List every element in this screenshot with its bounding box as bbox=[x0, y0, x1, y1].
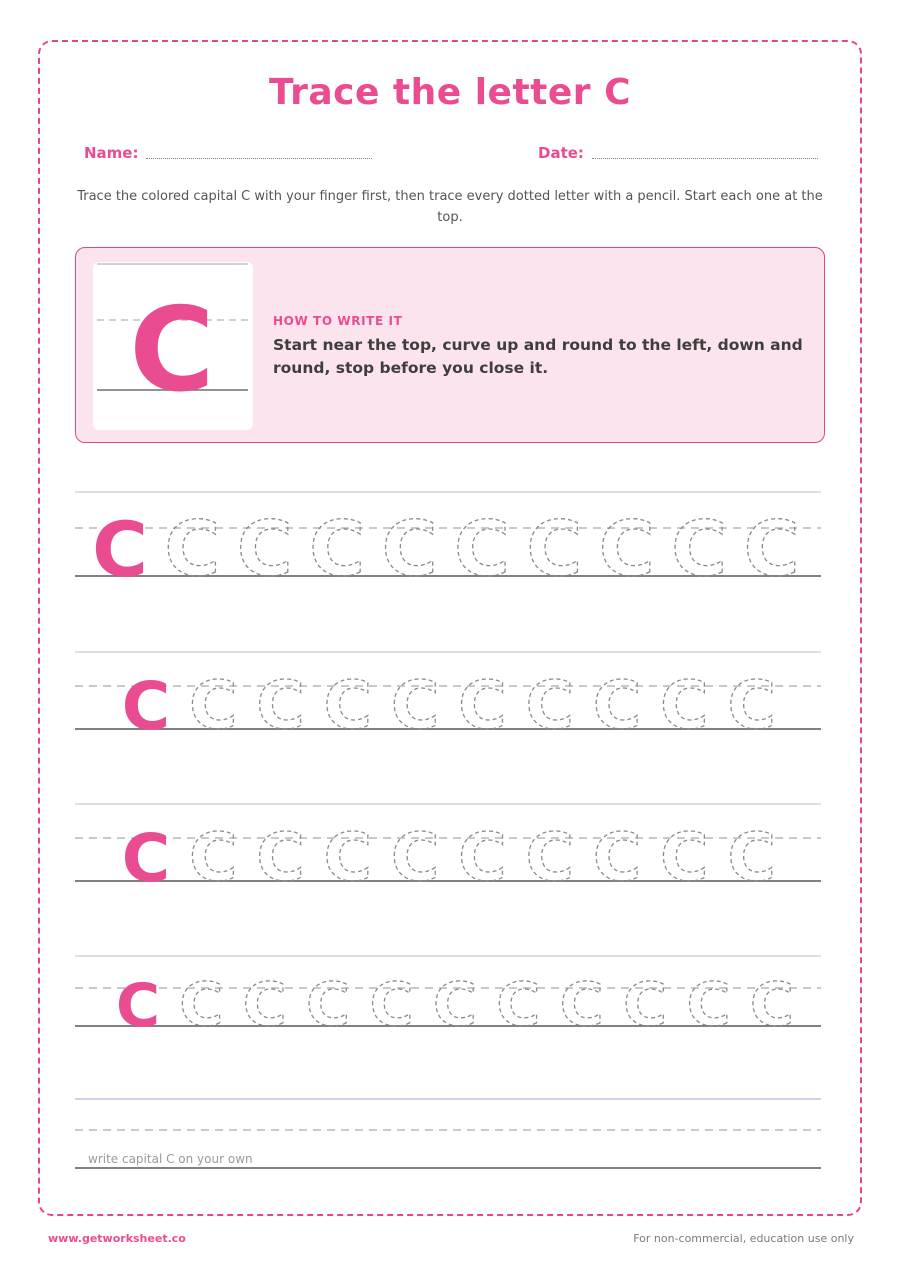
trace-letter[interactable]: C bbox=[671, 504, 728, 593]
trace-letter[interactable]: C bbox=[623, 970, 668, 1040]
model-letter: C bbox=[121, 820, 171, 897]
trace-letter[interactable]: C bbox=[256, 667, 305, 744]
trace-letter[interactable]: C bbox=[525, 667, 575, 744]
trace-letter[interactable]: C bbox=[592, 819, 642, 896]
trace-letter[interactable]: C bbox=[458, 819, 507, 896]
model-letter: C bbox=[121, 668, 171, 745]
trace-letter[interactable]: C bbox=[660, 819, 709, 896]
trace-letter[interactable]: C bbox=[256, 819, 305, 896]
trace-letter[interactable]: C bbox=[369, 970, 414, 1040]
trace-letter[interactable]: C bbox=[432, 970, 478, 1040]
trace-letter[interactable]: C bbox=[749, 970, 795, 1040]
trace-letter[interactable]: C bbox=[496, 970, 541, 1040]
trace-letter[interactable]: C bbox=[164, 504, 221, 593]
footer-site-link[interactable]: www.getworksheet.co bbox=[48, 1232, 186, 1245]
trace-letter[interactable]: C bbox=[390, 819, 440, 896]
instructions-text: Trace the colored capital C with your finger first, then trace every dotted letter with a pencil. Start each one at the top. bbox=[77, 189, 823, 225]
trace-letter[interactable]: C bbox=[660, 667, 709, 744]
trace-letter[interactable]: C bbox=[242, 970, 287, 1040]
free-row-label: write capital C on your own bbox=[88, 1152, 253, 1166]
trace-letter[interactable]: C bbox=[390, 667, 440, 744]
trace-letter[interactable]: C bbox=[189, 819, 238, 896]
worksheet-title: Trace the letter C bbox=[268, 72, 632, 113]
trace-letter[interactable]: C bbox=[309, 504, 366, 593]
trace-letter[interactable]: C bbox=[189, 667, 238, 744]
trace-letter[interactable]: C bbox=[686, 970, 731, 1040]
footer-notice: For non-commercial, education use only bbox=[633, 1232, 854, 1245]
trace-letter[interactable]: C bbox=[323, 819, 373, 896]
trace-letter[interactable]: C bbox=[559, 970, 604, 1040]
trace-letter[interactable]: C bbox=[454, 504, 510, 593]
date-label: Date: bbox=[538, 144, 584, 162]
trace-letter[interactable]: C bbox=[526, 504, 583, 593]
trace-letter[interactable]: C bbox=[381, 504, 438, 593]
model-letter: C bbox=[92, 505, 148, 594]
trace-letter[interactable]: C bbox=[306, 970, 351, 1040]
trace-letter[interactable]: C bbox=[323, 667, 373, 744]
how-to-heading: HOW TO WRITE IT bbox=[273, 314, 403, 328]
trace-letter[interactable]: C bbox=[727, 667, 776, 744]
trace-letter[interactable]: C bbox=[727, 819, 776, 896]
model-letter: C bbox=[115, 971, 161, 1041]
how-to-description: Start near the top, curve up and round to the left, down and round, stop before you close it. bbox=[273, 336, 803, 377]
trace-letter[interactable]: C bbox=[598, 504, 655, 593]
trace-letter[interactable]: C bbox=[179, 970, 224, 1040]
name-label: Name: bbox=[84, 144, 139, 162]
trace-letter[interactable]: C bbox=[592, 667, 642, 744]
trace-letter[interactable]: C bbox=[525, 819, 575, 896]
trace-letter[interactable]: C bbox=[458, 667, 507, 744]
trace-letter[interactable]: C bbox=[236, 504, 293, 593]
demo-letter: C bbox=[129, 283, 215, 418]
trace-letter[interactable]: C bbox=[743, 504, 800, 593]
